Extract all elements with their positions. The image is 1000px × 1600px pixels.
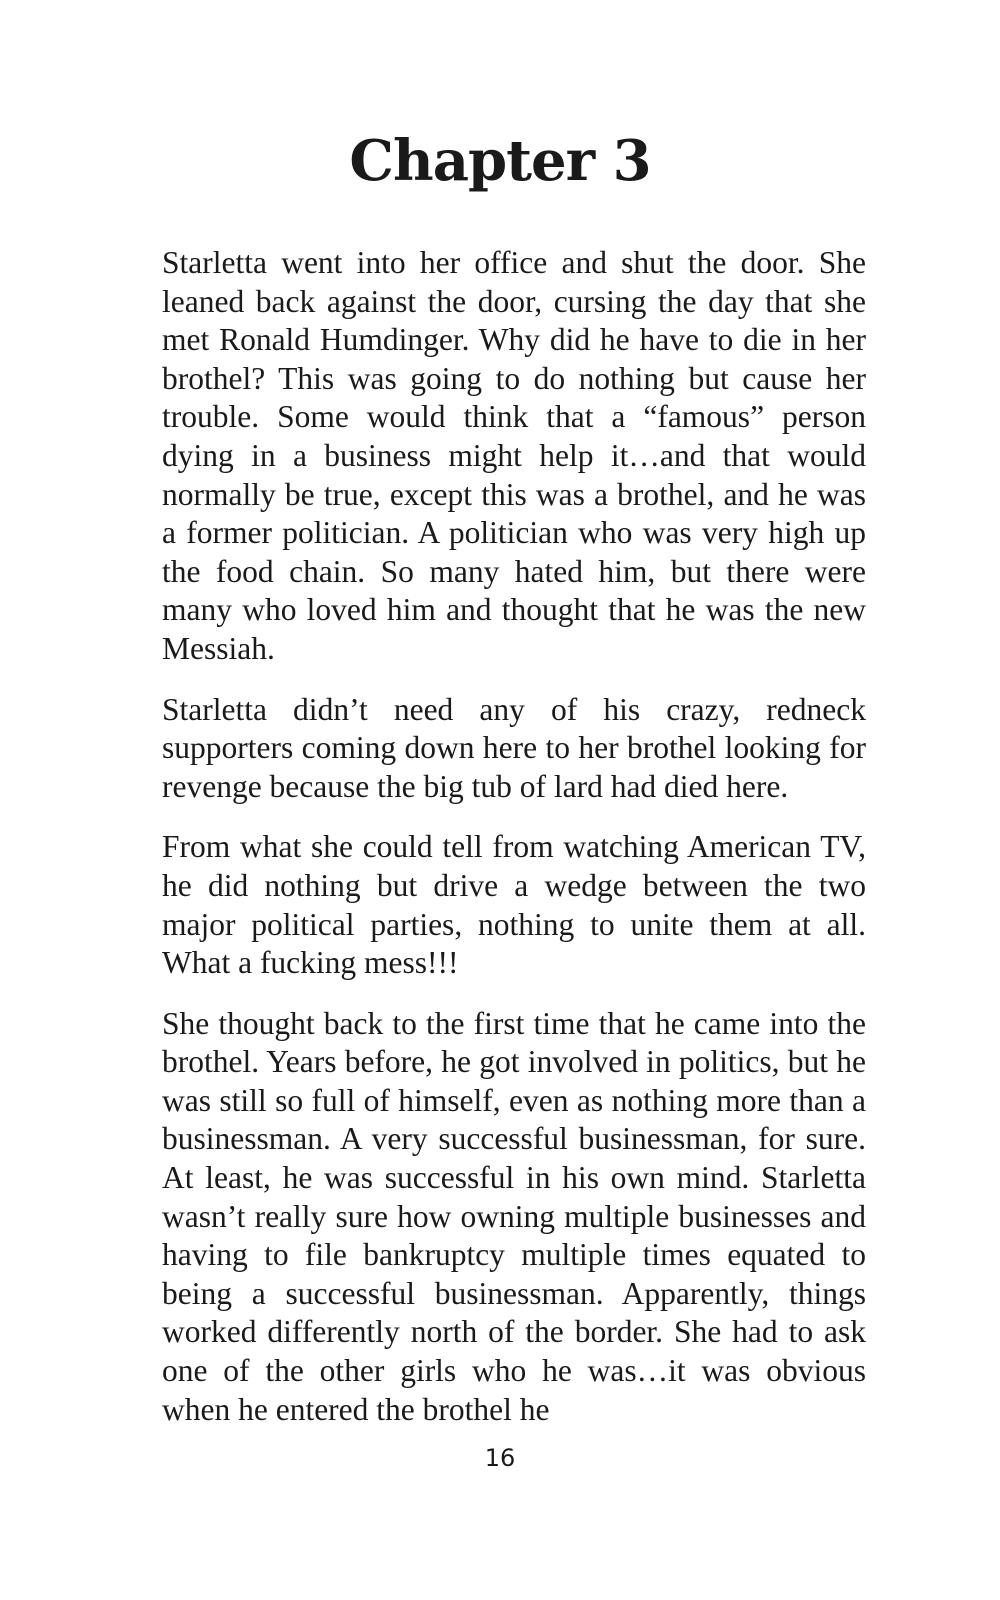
chapter-body (162, 244, 866, 1451)
paragraph: Starletta didn’t need any of his crazy, redneck supporters coming down here to her brothel looking for revenge because the big tub of lard had died here. (162, 691, 866, 804)
chapter-title: Chapter 3 (349, 128, 651, 194)
paragraph: She thought back to the first time that he came into the brothel. Years before, he got involved in politics, but he was still so full of himself, even as nothing more than a businessman. A very successful businessman, for sure. At least, he was successful in his own mind. Starletta wasn’t really sure how owning multiple businesses and having to file bankruptcy multiple times equated to being a successful businessman. Apparently, things worked differently north of the border. She had to ask one of the other girls who he was…it was obvious when he entered the brothel he (162, 1005, 866, 1427)
page-number: 16 (484, 1444, 516, 1472)
paragraph: Starletta went into her office and shut the door. She leaned back against the door, cursing the day that she met Ronald Humdinger. Why did he have to die in her brothel? This was going to do nothing but cause her trouble. Some would think that a “famous” person dying in a business might help it…and that would normally be true, except this was a brothel, and he was a former politician. A politician who was very high up the food chain. So many hated him, but there were many who loved him and thought that he was the new Messiah. (162, 245, 866, 666)
paragraph: From what she could tell from watching American TV, he did nothing but drive a wedge between the two major political parties, nothing to unite them at all. What a fucking mess!!! (162, 829, 866, 981)
